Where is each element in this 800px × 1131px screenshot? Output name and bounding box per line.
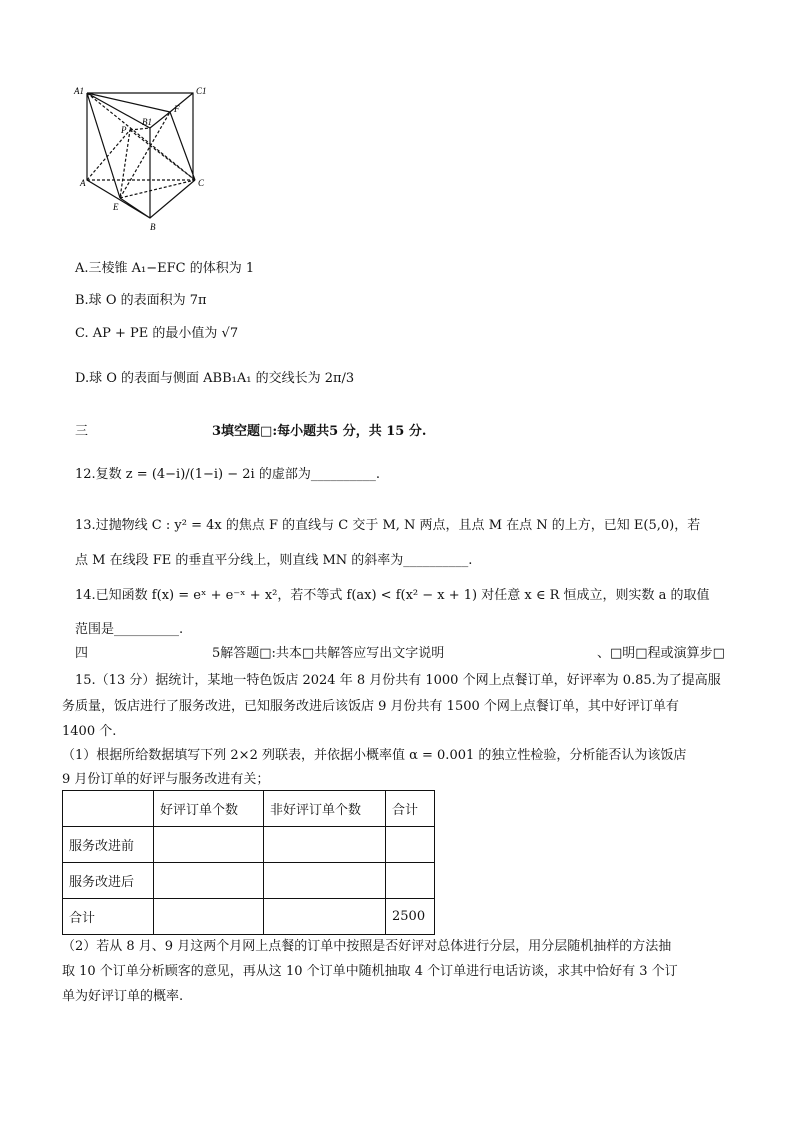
table-cell[interactable]	[264, 863, 386, 899]
svg-text:A1: A1	[74, 86, 84, 96]
table-cell: 服务改进后	[63, 863, 154, 899]
table-cell[interactable]	[386, 827, 435, 863]
table-row	[63, 899, 435, 935]
section-3-number: 三	[75, 424, 89, 439]
svg-text:C: C	[198, 178, 205, 188]
table-header-row	[63, 791, 435, 827]
svg-text:F: F	[174, 104, 180, 114]
question-13-line2: 点 M 在线段 FE 的垂直平分线上，则直线 MN 的斜率为__________.	[75, 553, 473, 568]
table-cell[interactable]	[264, 899, 386, 935]
question-15-line3: 1400 个.	[62, 724, 117, 739]
question-14-line1: 14.已知函数 f(x) = eˣ + e⁻ˣ + x²，若不等式 f(ax) < f(x² − x + 1) 对任意 x ∈ R 恒成立，则实数 a 的取值	[75, 588, 710, 603]
option-b: B.球 O 的表面积为 7π	[75, 293, 207, 308]
svg-text:B1: B1	[142, 117, 152, 127]
prism-figure	[60, 80, 220, 240]
question-15-line1: 15.（13 分）据统计，某地一特色饭店 2024 年 8 月份共有 1000 个网上点餐订单，好评率为 0.85.为了提高服	[75, 673, 721, 688]
question-15-part2-line3: 单为好评订单的概率.	[62, 989, 184, 1004]
table-cell[interactable]	[386, 863, 435, 899]
option-d: D.球 O 的表面与侧面 ABB₁A₁ 的交线长为 2π/3	[75, 371, 355, 386]
table-header: 合计	[386, 791, 435, 827]
table-cell[interactable]	[264, 827, 386, 863]
question-15-part2-line1: （2）若从 8 月、9 月这两个月网上点餐的订单中按照是否好评对总体进行分层，用分层随机抽样的方法抽	[62, 939, 672, 954]
table-header: 好评订单个数	[154, 791, 264, 827]
table-cell[interactable]	[154, 899, 264, 935]
svg-text:A: A	[80, 178, 86, 188]
table-row	[63, 827, 435, 863]
table-header: 非好评订单个数	[264, 791, 386, 827]
question-12: 12.复数 z = (4−i)/(1−i) − 2i 的虚部为__________.	[75, 467, 380, 482]
table-cell: 2500	[386, 899, 435, 935]
table-cell: 服务改进前	[63, 827, 154, 863]
section-4-number: 四	[75, 646, 89, 661]
svg-text:C1: C1	[196, 86, 207, 96]
question-15-part2-line2: 取 10 个订单分析顾客的意见，再从这 10 个订单中随机抽取 4 个订单进行电话访谈，求其中恰好有 3 个订	[62, 964, 678, 979]
table-row	[63, 863, 435, 899]
svg-text:E: E	[113, 202, 119, 212]
question-15-part1-line1: （1）根据所给数据填写下列 2×2 列联表，并依据小概率值 α = 0.001 的独立性检验，分析能否认为该饭店	[62, 748, 687, 763]
table-cell[interactable]	[154, 863, 264, 899]
svg-text:B: B	[150, 222, 156, 232]
question-15-line2: 务质量，饭店进行了服务改进，已知服务改进后该饭店 9 月份共有 1500 个网上点餐订单，其中好评订单有	[62, 699, 679, 714]
question-14-line2: 范围是__________.	[75, 622, 184, 637]
option-c: C. AP + PE 的最小值为 √7	[75, 326, 239, 341]
section-4-title: 5解答题□:共本□共解答应写出文字说明	[212, 646, 445, 661]
table-cell[interactable]	[154, 827, 264, 863]
section-3-title: 3填空题□:每小题共5 分，共 15 分.	[212, 424, 427, 439]
question-15-part1-line2: 9 月份订单的好评与服务改进有关；	[62, 772, 270, 787]
contingency-table	[62, 790, 435, 935]
option-a: A.三棱锥 A₁−EFC 的体积为 1	[75, 261, 255, 276]
table-header	[63, 791, 154, 827]
svg-text:P: P	[121, 125, 127, 135]
question-13-line1: 13.过抛物线 C : y² = 4x 的焦点 F 的直线与 C 交于 M, N 两点，且点 M 在点 N 的上方，已知 E(5,0)，若	[75, 518, 701, 533]
table-cell: 合计	[63, 899, 154, 935]
section-4-title-cont: 、□明□程或演算步□	[597, 646, 725, 661]
